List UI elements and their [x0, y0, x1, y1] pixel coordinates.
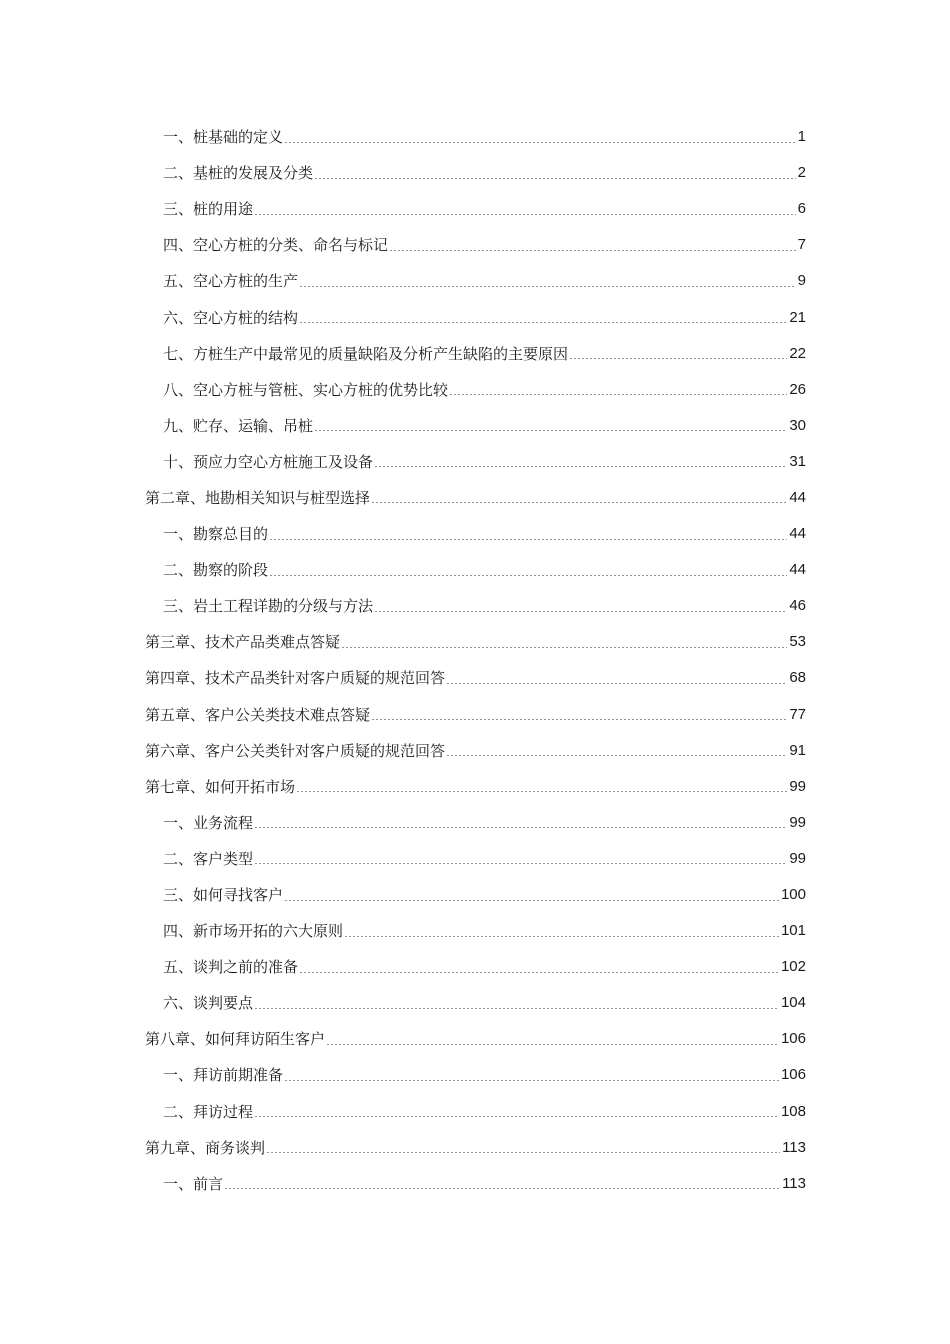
toc-entry-title: 五、谈判之前的准备	[163, 958, 299, 977]
toc-entry-title: 第三章、技术产品类难点答疑	[145, 633, 341, 652]
dot-leader	[224, 1188, 780, 1189]
toc-section-entry[interactable]	[0, 408, 950, 444]
toc-entry-title: 五、空心方桩的生产	[163, 272, 299, 291]
toc-entry-title: 一、桩基础的定义	[163, 128, 284, 147]
toc-entry-title: 二、基桩的发展及分类	[163, 164, 314, 183]
dot-leader	[326, 1044, 779, 1045]
toc-entry-page-number: 100	[780, 886, 806, 904]
toc-section-entry[interactable]	[0, 1057, 950, 1093]
toc-entry-page-number: 46	[789, 597, 806, 615]
toc-entry-title: 六、谈判要点	[163, 994, 254, 1013]
toc-section-entry[interactable]	[0, 805, 950, 841]
toc-entry-page-number: 44	[789, 488, 806, 506]
toc-section-entry[interactable]	[0, 336, 950, 372]
dot-leader	[314, 430, 787, 431]
dot-leader	[446, 683, 787, 684]
dot-leader	[269, 539, 787, 540]
toc-entry-page-number: 30	[789, 416, 806, 434]
toc-entry-title: 二、客户类型	[163, 849, 254, 868]
dot-leader	[299, 322, 787, 323]
dot-leader	[254, 827, 787, 828]
toc-entry-title: 六、空心方桩的结构	[163, 308, 299, 327]
dot-leader	[299, 286, 796, 287]
toc-entry-title: 九、贮存、运输、吊桩	[163, 416, 314, 435]
toc-entry-page-number: 26	[789, 380, 806, 398]
toc-entry-page-number: 53	[789, 633, 806, 651]
toc-section-entry[interactable]	[0, 372, 950, 408]
dot-leader	[284, 900, 779, 901]
toc-entry-title: 一、拜访前期准备	[163, 1066, 284, 1085]
toc-entry-title: 第四章、技术产品类针对客户质疑的规范回答	[145, 669, 446, 688]
toc-section-entry[interactable]	[0, 985, 950, 1021]
toc-entry-page-number: 113	[782, 1138, 806, 1156]
toc-section-entry[interactable]	[0, 155, 950, 191]
toc-section-entry[interactable]	[0, 552, 950, 588]
toc-section-entry[interactable]	[0, 1166, 950, 1202]
toc-section-entry[interactable]	[0, 516, 950, 552]
dot-leader	[569, 358, 787, 359]
toc-section-entry[interactable]	[0, 949, 950, 985]
toc-entry-page-number: 44	[789, 561, 806, 579]
toc-entry-page-number: 22	[789, 344, 806, 362]
dot-leader	[254, 863, 787, 864]
toc-entry-page-number: 99	[789, 777, 806, 795]
dot-leader	[371, 719, 787, 720]
toc-entry-page-number: 101	[780, 922, 806, 940]
dot-leader	[344, 936, 779, 937]
toc-chapter-entry[interactable]	[0, 697, 950, 733]
toc-entry-page-number: 108	[780, 1102, 806, 1120]
dot-leader	[269, 575, 787, 576]
toc-chapter-entry[interactable]	[0, 733, 950, 769]
toc-entry-title: 三、如何寻找客户	[163, 886, 284, 905]
toc-entry-page-number: 44	[789, 525, 806, 543]
toc-entry-title: 一、前言	[163, 1174, 224, 1193]
toc-entry-title: 第二章、地勘相关知识与桩型选择	[145, 488, 371, 507]
toc-entry-page-number: 31	[789, 452, 806, 470]
toc-entry-title: 第五章、客户公关类技术难点答疑	[145, 705, 371, 724]
toc-entry-page-number: 91	[789, 741, 806, 759]
dot-leader	[314, 178, 796, 179]
toc-section-entry[interactable]	[0, 191, 950, 227]
dot-leader	[371, 502, 787, 503]
toc-section-entry[interactable]	[0, 588, 950, 624]
dot-leader	[374, 466, 787, 467]
dot-leader	[341, 647, 787, 648]
toc-section-entry[interactable]	[0, 877, 950, 913]
toc-entry-page-number: 1	[797, 128, 806, 146]
toc-entry-page-number: 99	[789, 849, 806, 867]
toc-entry-title: 一、业务流程	[163, 813, 254, 832]
dot-leader	[254, 214, 796, 215]
toc-entry-page-number: 21	[789, 308, 806, 326]
toc-chapter-entry[interactable]	[0, 660, 950, 696]
toc-section-entry[interactable]	[0, 1094, 950, 1130]
toc-entry-page-number: 102	[780, 958, 806, 976]
toc-chapter-entry[interactable]	[0, 480, 950, 516]
toc-entry-page-number: 106	[780, 1030, 806, 1048]
dot-leader	[296, 791, 787, 792]
toc-chapter-entry[interactable]	[0, 769, 950, 805]
toc-entry-title: 二、拜访过程	[163, 1102, 254, 1121]
toc-entry-title: 第七章、如何开拓市场	[145, 777, 296, 796]
toc-entry-page-number: 68	[789, 669, 806, 687]
toc-entry-title: 四、空心方桩的分类、命名与标记	[163, 236, 389, 255]
toc-entry-page-number: 99	[789, 813, 806, 831]
toc-section-entry[interactable]	[0, 913, 950, 949]
toc-entry-title: 四、新市场开拓的六大原则	[163, 922, 344, 941]
dot-leader	[449, 394, 787, 395]
toc-section-entry[interactable]	[0, 119, 950, 155]
toc-entry-title: 第八章、如何拜访陌生客户	[145, 1030, 326, 1049]
toc-section-entry[interactable]	[0, 299, 950, 335]
dot-leader	[254, 1116, 779, 1117]
toc-entry-title: 一、勘察总目的	[163, 525, 269, 544]
toc-entry-page-number: 104	[780, 994, 806, 1012]
toc-entry-title: 十、预应力空心方桩施工及设备	[163, 452, 374, 471]
toc-entry-title: 第九章、商务谈判	[145, 1138, 266, 1157]
toc-entry-page-number: 106	[780, 1066, 806, 1084]
toc-section-entry[interactable]	[0, 227, 950, 263]
toc-entry-page-number: 9	[797, 272, 806, 290]
toc-entry-page-number: 113	[782, 1174, 806, 1192]
toc-section-entry[interactable]	[0, 263, 950, 299]
dot-leader	[284, 1080, 779, 1081]
dot-leader	[254, 1008, 779, 1009]
table-of-contents	[0, 119, 950, 1202]
toc-entry-page-number: 6	[797, 200, 806, 218]
toc-entry-title: 第六章、客户公关类针对客户质疑的规范回答	[145, 741, 446, 760]
toc-entry-title: 三、桩的用途	[163, 200, 254, 219]
toc-chapter-entry[interactable]	[0, 1021, 950, 1057]
toc-entry-page-number: 2	[797, 164, 806, 182]
toc-entry-page-number: 77	[789, 705, 806, 723]
toc-entry-title: 八、空心方桩与管桩、实心方桩的优势比较	[163, 380, 449, 399]
dot-leader	[446, 755, 787, 756]
toc-entry-title: 三、岩土工程详勘的分级与方法	[163, 597, 374, 616]
dot-leader	[374, 611, 787, 612]
dot-leader	[266, 1152, 780, 1153]
toc-entry-title: 二、勘察的阶段	[163, 561, 269, 580]
toc-entry-title: 七、方桩生产中最常见的质量缺陷及分析产生缺陷的主要原因	[163, 344, 569, 363]
toc-entry-page-number: 7	[797, 236, 806, 254]
toc-section-entry[interactable]	[0, 444, 950, 480]
toc-chapter-entry[interactable]	[0, 624, 950, 660]
toc-section-entry[interactable]	[0, 841, 950, 877]
dot-leader	[389, 250, 796, 251]
dot-leader	[299, 972, 779, 973]
toc-chapter-entry[interactable]	[0, 1130, 950, 1166]
dot-leader	[284, 142, 796, 143]
